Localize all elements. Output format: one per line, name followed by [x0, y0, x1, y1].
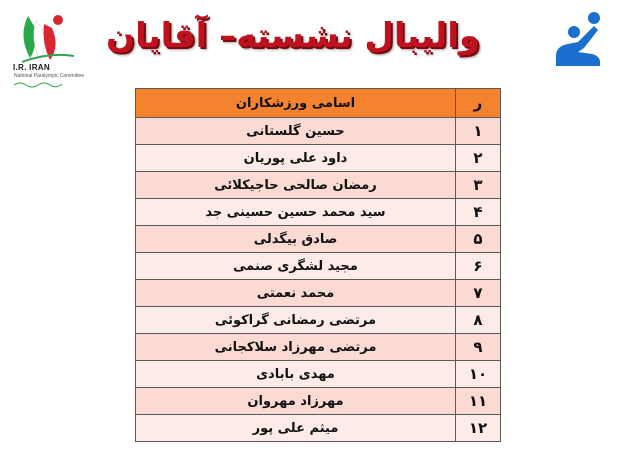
row-number: ۱۲	[456, 415, 501, 442]
logo-script-icon	[12, 80, 68, 88]
table-row	[136, 280, 501, 307]
row-number: ۳	[456, 172, 501, 199]
table-row	[136, 226, 501, 253]
athletes-table	[135, 88, 501, 442]
row-number: ۸	[456, 307, 501, 334]
athlete-name: داود علی پوریان	[136, 145, 456, 172]
athlete-name: مهدی بابادی	[136, 361, 456, 388]
table-row	[136, 253, 501, 280]
row-number: ۹	[456, 334, 501, 361]
row-number: ۶	[456, 253, 501, 280]
table-row	[136, 361, 501, 388]
row-number: ۱۱	[456, 388, 501, 415]
athlete-name: میثم علی پور	[136, 415, 456, 442]
row-number: ۱	[456, 118, 501, 145]
header-number: ر	[456, 89, 501, 118]
table-header-row	[136, 89, 501, 118]
athlete-name: حسین گلستانی	[136, 118, 456, 145]
header-name: اسامی ورزشکاران	[136, 89, 456, 118]
table-row	[136, 307, 501, 334]
table-row	[136, 415, 501, 442]
athlete-name: صادق بیگدلی	[136, 226, 456, 253]
athlete-name: مرتضی مهرزاد سلاکجانی	[136, 334, 456, 361]
athlete-name: رمضان صالحی حاجیکلائی	[136, 172, 456, 199]
table-row	[136, 172, 501, 199]
logo-text: I.R. IRAN	[13, 63, 50, 72]
logo-subtitle: National Paralympic Committee	[14, 73, 85, 79]
athlete-name: محمد نعمتی	[136, 280, 456, 307]
table-row	[136, 199, 501, 226]
row-number: ۵	[456, 226, 501, 253]
athlete-name: سید محمد حسین حسینی جد	[136, 199, 456, 226]
row-number: ۷	[456, 280, 501, 307]
athlete-name: مرتضی رمضانی گراکوئی	[136, 307, 456, 334]
page-title: والیبال نشسته– آقایان	[106, 16, 480, 56]
row-number: ۲	[456, 145, 501, 172]
table-row	[136, 334, 501, 361]
sitting-volleyball-icon	[548, 8, 612, 72]
row-number: ۱۰	[456, 361, 501, 388]
athlete-name: مجید لشگری صنمی	[136, 253, 456, 280]
table-row	[136, 388, 501, 415]
row-number: ۴	[456, 199, 501, 226]
table-row	[136, 145, 501, 172]
table-row	[136, 118, 501, 145]
athlete-name: مهرزاد مهروان	[136, 388, 456, 415]
